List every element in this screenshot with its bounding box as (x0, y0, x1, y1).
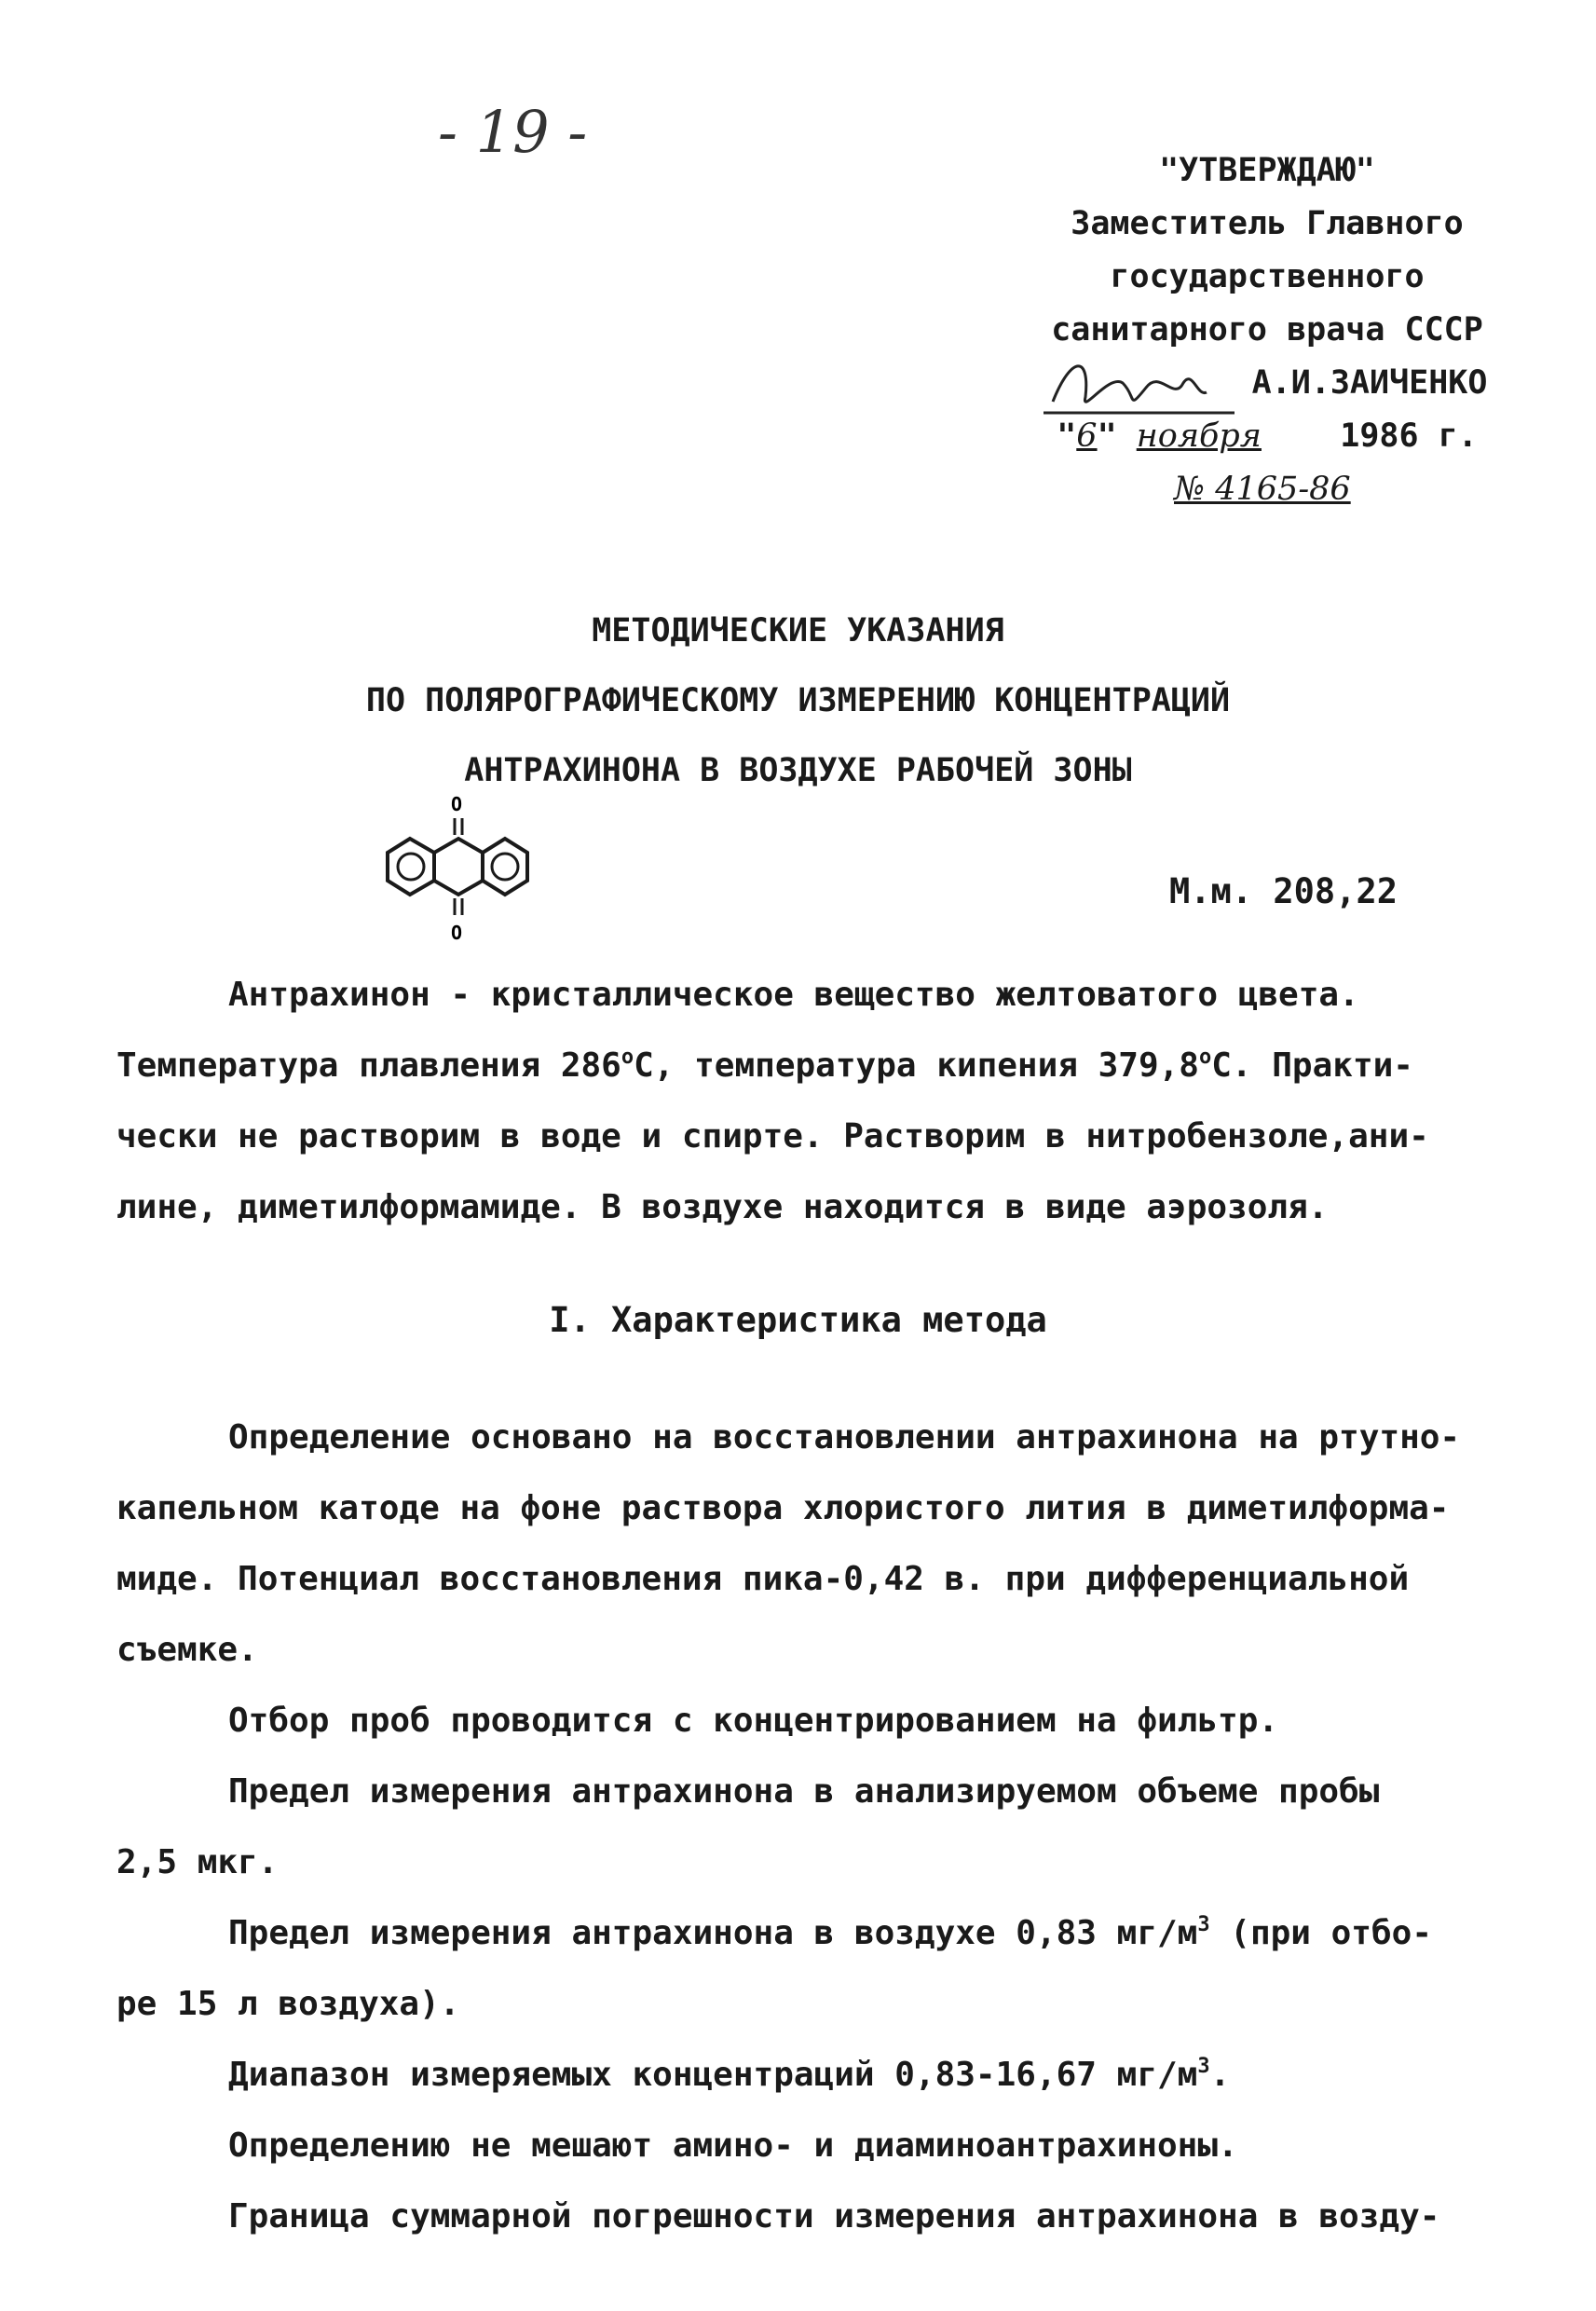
approval-position-line3: санитарного врача СССР (1051, 311, 1483, 349)
approval-position-line2: государственного (1110, 258, 1425, 295)
approval-block (1034, 144, 1500, 516)
p5-line: Диапазон измеряемых концентраций 0,83-16,67 $мг/м^3$. (228, 2055, 1231, 2094)
description-line-4: лине, диметилформамиде. В воздухе находится в виде аэрозоля. (116, 1188, 1329, 1226)
document-title (0, 596, 1596, 806)
handwritten-signature (1034, 346, 1248, 430)
approval-stamp: "УТВЕРЖДАЮ" (1159, 152, 1375, 189)
date-year: 1986 г. (1340, 417, 1478, 455)
p1-line-2: капельном катоде на фоне раствора хлористого лития в диметилформа- (116, 1489, 1450, 1527)
anthraquinone-structure-diagram (382, 790, 531, 949)
registration-number: № 4165-86 (1174, 471, 1351, 508)
description-line-3: чески не растворим в воде и спирте. Растворим в нитробензоле,ани- (116, 1117, 1429, 1156)
description-line-1: Антрахинон - кристаллическое вещество желтоватого цвета. (228, 976, 1359, 1014)
date-day: 6 (1076, 417, 1098, 455)
p2-line: Отбор проб проводится с концентрированием на фильтр. (228, 1702, 1279, 1740)
oxygen-top-label: O (451, 793, 463, 815)
p4-line-2: ре 15 л воздуха). (116, 1985, 460, 2023)
approval-position-line1: Заместитель Главного (1071, 205, 1464, 242)
section-body (116, 1402, 1486, 2252)
description-line-2: Температура плавления $286^оС$, температура кипения $379,8^оС$. Практи- (116, 1046, 1413, 1085)
p4-line-1: Предел измерения антрахинона в воздухе 0,83 $мг/м^3$ (при отбо- (228, 1913, 1433, 1952)
oxygen-bottom-label: O (451, 922, 463, 944)
p7-line: Граница суммарной погрешности измерения антрахинона в возду- (228, 2197, 1440, 2236)
p3-line-2: 2,5 мкг. (116, 1843, 279, 1881)
title-line-1: МЕТОДИЧЕСКИЕ УКАЗАНИЯ (592, 612, 1004, 650)
page-number: - 19 - (438, 98, 588, 166)
date-month: ноября (1136, 417, 1262, 455)
approval-date: "6" ноября 1986 г. (1057, 417, 1478, 455)
signature-row (1034, 357, 1500, 410)
title-line-2: ПО ПОЛЯРОГРАФИЧЕСКОМУ ИЗМЕРЕНИЮ КОНЦЕНТРАЦИЙ (365, 682, 1231, 719)
title-line-3: АНТРАХИНОНА В ВОЗДУХЕ РАБОЧЕЙ ЗОНЫ (464, 752, 1132, 789)
p6-line: Определению не мешают амино- и диаминоантрахиноны. (228, 2126, 1238, 2165)
p1-line-3: миде. Потенциал восстановления пика-0,42 в. при дифференциальной (116, 1560, 1410, 1598)
p1-line-1: Определение основано на восстановлении антрахинона на ртутно- (228, 1418, 1461, 1456)
section-heading: I. Характеристика метода (549, 1300, 1047, 1340)
p3-line-1: Предел измерения антрахинона в анализируемом объеме пробы (228, 1772, 1380, 1811)
molecular-mass: М.м. 208,22 (1169, 871, 1398, 911)
p1-line-4: съемке. (116, 1631, 258, 1669)
description-paragraph (116, 960, 1477, 1243)
signatory-name: А.И.ЗАИЧЕНКО (1251, 364, 1488, 402)
